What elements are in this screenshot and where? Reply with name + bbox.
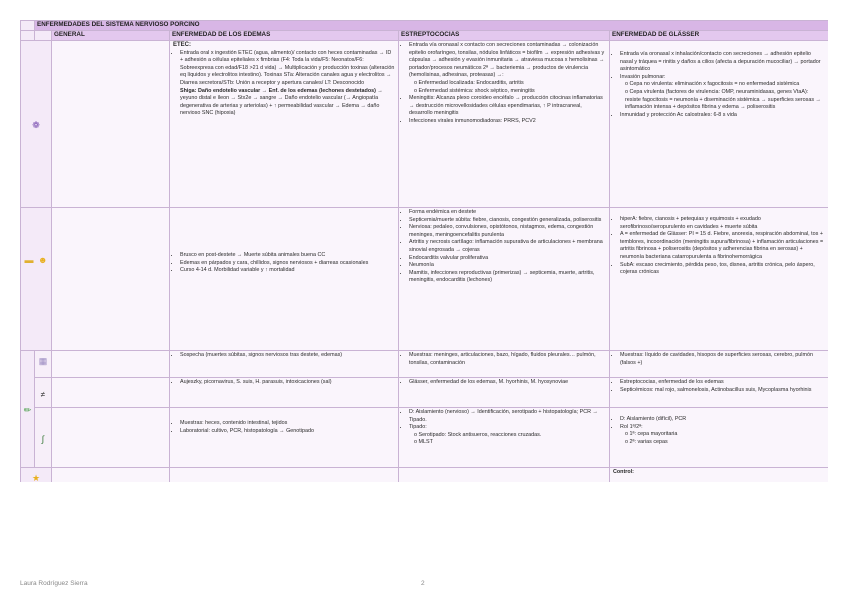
header-row <box>21 31 829 41</box>
disease-table-page <box>20 20 828 482</box>
cell-glasser-lesiones: • Muestras: líquido de cavidades, hisopos de superficies serosas, cerebro, pulmón (falsos +) <box>610 351 829 378</box>
footer-author: Laura Rodríguez Sierra <box>20 580 88 587</box>
cell-glasser-diagnostico: • D: Aislamiento (difícil), PCR • Rol 1ª/2ª: o 1ª: cepa mayoritaria o 2ª: varias cepas <box>610 408 829 468</box>
hash-icon: ≠ <box>40 389 46 399</box>
cell-edemas-etiologia: ETEC: • Entrada oral x ingestión ETEC (agua, alimento)/ contacto con heces contaminadas → ID + adhesión a células epiteliales x fimbrias (F4: Toda la vida/F5: Neonatos/F6: Sobreexpresa con edad/F18 >21 d vida) → Multiplicación y producción toxinas (alteración eq líquidos y electrolitos intestino). Toxinas STa: Alteración canales agua y electrolitos → Diarrea secretora/STb: Unión a receptor y apertura canales/ LT: Desconocido Shiga: Daño endotelio vascular → Enf. de los edemas (lechones destetados) → yeyuno distal e íleon → Stx2e → sangre → Daño endotelio vascular (→ Angiopatía degenerativa de arterias y arteriolas) + ↑ permeabilidad vascular → Edema → daño nervioso SNC (hipoxia) <box>170 41 399 208</box>
header-general: GENERAL <box>52 31 170 41</box>
microscope-icon: ∫ <box>41 433 45 444</box>
cell-glasser-clinica: • hiperA: fiebre, cianosis + petequias y equimosis + exudado serofibrinoso/seropurulento en cavidades + muerte súbita • A = enfermedad de Glässer: PI = 15 d. Fiebre, anorexia, respiración abdominal, tos + temblores, incoordinación (meningitis supura/fibrinosa) + inflamación articulaciones = artritis fibrinosa + poliserositis (depósitos y adherencias fibrina en serosas) + neumonía bacteriana catarropurulenta a fibrinohemorrágica • SubA: escaso crecimiento, pérdida peso, tos, disnea, artritis crónica, pelo áspero, cojeras crónicas <box>610 208 829 351</box>
page-number: 2 <box>421 580 425 587</box>
table-title: ENFERMEDADES DEL SISTEMA NERVIOSO PORCINO <box>35 21 829 31</box>
header-edemas: ENFERMEDAD DE LOS EDEMAS <box>170 31 399 41</box>
row-diagnostico <box>21 408 829 468</box>
row-lesiones <box>21 351 829 378</box>
pencil-icon: ✏ <box>23 405 32 415</box>
sick-face-icon: ☻ <box>37 255 48 265</box>
cell-estreptococias-diagnostico: • D: Aislamiento (nervioso) → Identificación, serotipado + histopatología; PCR → Tipado. • Tipado: o Serotipado: Stock antisueros, reacciones cruzadas. o MLST <box>399 408 610 468</box>
row-diferencial <box>21 378 829 408</box>
cell-estreptococias-lesiones: • Muestras: meninges, articulaciones, bazo, hígado, fluidos pleurales… pulmón, tonsilas, contaminación <box>399 351 610 378</box>
header-glasser: ENFERMEDAD DE GLÄSSER <box>610 31 829 41</box>
row-etiologia <box>21 41 829 208</box>
header-estreptococias: ESTREPTOCOCIAS <box>399 31 610 41</box>
cell-estreptococias-etiologia: • Entrada vía oronasal x contacto con secreciones contaminadas → colonización epitelio orofaríngeo, tonsilas, nódulos linfáticos = biofilm → expresión adhesivas y cápsulas → adhesión y evasión inmunitaria → atraviesa mucosa x hemolisinas → portador/procesos neumáticos 2ª → bacteriemia → productos de virulencia (hemolisinas, adhesinas, proteasas) →: o Enfermedad localizada: Endocarditis, artritis o Enfermedad sistémica: shock séptico, meningitis • Meningitis: Alcanza plexo coroideo encéfalo → producción citocinas inflamatorias → destrucción microvellosidades células ependimarias, ↑ P intracraneal, desarrollo meningitis • Infecciones virales inmunomodiadoras: PRRS, PCV2 <box>399 41 610 208</box>
virus-icon: ❁ <box>32 120 40 130</box>
cell-glasser-diferencial: • Estreptococias, enfermedad de los edemas • Septicémicos: mal rojo, salmonelosis, Actinobacillus suis, Mycoplasma hyorhinis <box>610 378 829 408</box>
document-icon: ▦ <box>38 356 48 366</box>
row-clinica <box>21 208 829 351</box>
star-icon: ★ <box>31 473 41 482</box>
cell-estreptococias-clinica: • Forma endémica en destete • Septicemia/muerte súbita: fiebre, cianosis, congestión generalizada, poliserositis • Nerviosa: pedaleo, convulsiones, opistótonos, nistagmos, edema, congestión meninges, meningoencefalitis purulenta • Artritis y necrosis cartílago: inflamación supurativa de articulaciones + membrana sinovial engrosada → cojeras • Endocarditis valvular proliferativa • Neumonía • Mamitis, infecciones reproductivas (primerizas) → septicemia, muerte, artritis, meningitis, endocarditis (lechones) <box>399 208 610 351</box>
cell-edemas-diferencial: • Aujeszky, picornavirus, S. suis, H. parasuis, intoxicaciones (sal) <box>170 378 399 408</box>
thermometer-icon: ▬ <box>24 255 34 265</box>
cell-edemas-clinica: • Brusco en post-destete → Muerte súbita animales buena CC • Edemas en párpados y cara, chillidos, signos nerviosos + diarreas ocasionales • Curso 4-14 d. Morbilidad variable y ↑ mortalidad <box>170 208 399 351</box>
title-row <box>21 21 829 31</box>
row-control <box>21 468 829 483</box>
cell-edemas-lesiones: • Sospecha (muertes súbitas, signos nerviosos tras destete, edemas) <box>170 351 399 378</box>
cell-estreptococias-diferencial: • Glässer, enfermedad de los edemas, M. hyorhinis, M. hyosynoviae <box>399 378 610 408</box>
disease-table <box>20 20 828 482</box>
cell-edemas-diagnostico: • Muestras: heces, contenido intestinal, tejidos • Laboratorial: cultivo, PCR, histopatología → Genotipado <box>170 408 399 468</box>
cell-glasser-control: Control: <box>610 468 829 483</box>
cell-glasser-etiologia: • Entrada vía oronasal x inhalación/contacto con secreciones → adhesión epitelio nasal y tráquea = rinitis y daños a cilios (afecta a depuración mucociliar) → portador asintomático • Invasión pulmonar: o Cepa no virulenta: eliminación x fagocitosis = no enfermedad sistémica o Cepa virulenta (factores de virulencia: OMP, neuraminidasas, genes VtaA): resiste fagocitosis = neumonía + diseminación sistémica → superficies serosas → inflamación intensa + depósitos fibrina y edema → poliserositis • Inmunidad y protección Ac calostrales: 6-8 s vida <box>610 41 829 208</box>
